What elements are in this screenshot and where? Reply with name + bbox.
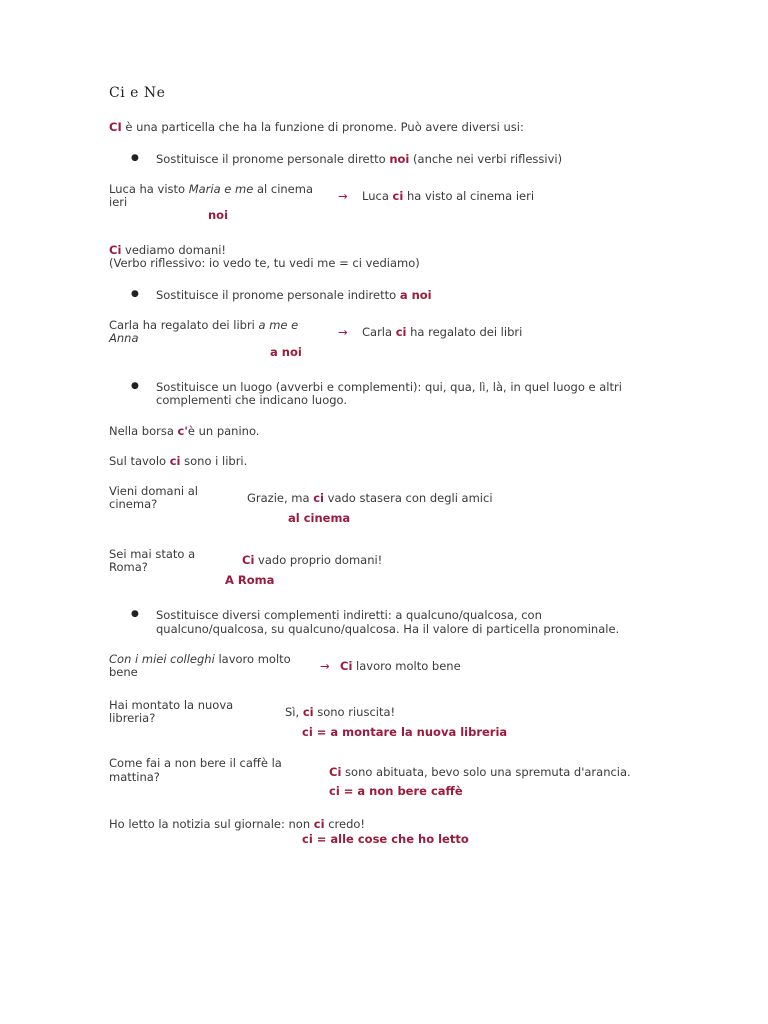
example-10-replaced: ci = a non bere caffè <box>329 784 463 798</box>
example-3-sentence: Carla ha regalato dei libri a me e <box>109 318 299 332</box>
example-9-replaced: ci = a montare la nuova libreria <box>302 725 508 739</box>
example-2-note: (Verbo riflessivo: io vedo te, tu vedi me = ci vediamo) <box>109 256 420 270</box>
example-7-replaced: A Roma <box>225 573 275 587</box>
example-4: Nella borsa c'è un panino. <box>109 424 260 438</box>
example-9-question: Hai montato la nuova <box>109 698 234 712</box>
example-1-result: Luca ci ha visto al cinema ieri <box>362 189 535 203</box>
example-1-sentence-line2: ieri <box>109 195 128 209</box>
example-9-question-line2: libreria? <box>109 711 156 725</box>
example-11: Ho letto la notizia sul giornale: non ci credo! <box>109 817 366 831</box>
example-3-result: Carla ci ha regalato dei libri <box>362 325 523 339</box>
bullet-1: Sostituisce il pronome personale diretto noi (anche nei verbi riflessivi) <box>156 152 563 166</box>
bullet-4-line1: Sostituisce diversi complementi indiretti: a qualcuno/qualcosa, con <box>156 608 542 622</box>
bullet-1-keyword: noi <box>389 152 410 166</box>
intro-text: è una particella che ha la funzione di pronome. Può avere diversi usi: <box>121 120 524 134</box>
example-8-result: Ci lavoro molto bene <box>340 659 461 673</box>
example-10-question-line2: mattina? <box>109 770 160 784</box>
bullet-3-line2: complementi che indicano luogo. <box>156 393 348 407</box>
arrow-icon: → <box>338 189 348 203</box>
example-9-answer: Sì, ci sono riuscita! <box>285 705 396 719</box>
bullet-4-line2: qualcuno/qualcosa, su qualcuno/qualcosa. Ha il valore di particella pronominale. <box>156 622 620 636</box>
example-10-question: Come fai a non bere il caffè la <box>109 756 282 770</box>
example-7-answer: Ci vado proprio domani! <box>242 553 383 567</box>
bullet-2-keyword: a noi <box>399 288 432 302</box>
bullet-icon: ● <box>131 153 139 163</box>
bullet-3-line1: Sostituisce un luogo (avverbi e complementi): qui, qua, lì, là, in quel luogo e altri <box>156 380 622 394</box>
intro-line <box>109 120 524 134</box>
example-3-replaced: a noi <box>270 345 302 359</box>
example-7-question: Sei mai stato a <box>109 547 196 561</box>
example-6-question: Vieni domani al <box>109 484 198 498</box>
bullet-2: Sostituisce il pronome personale indiretto a noi <box>156 288 432 302</box>
arrow-icon: → <box>338 325 348 339</box>
arrow-icon: → <box>320 659 330 673</box>
example-2: Ci vediamo domani! <box>109 243 227 257</box>
intro-keyword: CI <box>109 120 122 134</box>
example-1-sentence: Luca ha visto Maria e me al cinema <box>109 182 313 196</box>
example-5: Sul tavolo ci sono i libri. <box>109 454 248 468</box>
example-7-question-line2: Roma? <box>109 560 148 574</box>
example-1-replaced: noi <box>208 208 229 222</box>
example-3-sentence-line2: Anna <box>109 331 139 345</box>
example-6-replaced: al cinema <box>288 511 351 525</box>
bullet-icon: ● <box>131 289 139 299</box>
example-8-sentence-line2: bene <box>109 665 138 679</box>
bullet-icon: ● <box>131 381 139 391</box>
bullet-icon: ● <box>131 609 139 619</box>
example-8-sentence: Con i miei colleghi lavoro molto <box>109 652 291 666</box>
example-6-answer: Grazie, ma ci vado stasera con degli amici <box>247 491 493 505</box>
example-11-replaced: ci = alle cose che ho letto <box>302 832 469 846</box>
page-title: Ci e Ne <box>109 85 166 101</box>
example-6-question-line2: cinema? <box>109 497 158 511</box>
example-10-answer: Ci sono abituata, bevo solo una spremuta d'arancia. <box>329 765 631 779</box>
